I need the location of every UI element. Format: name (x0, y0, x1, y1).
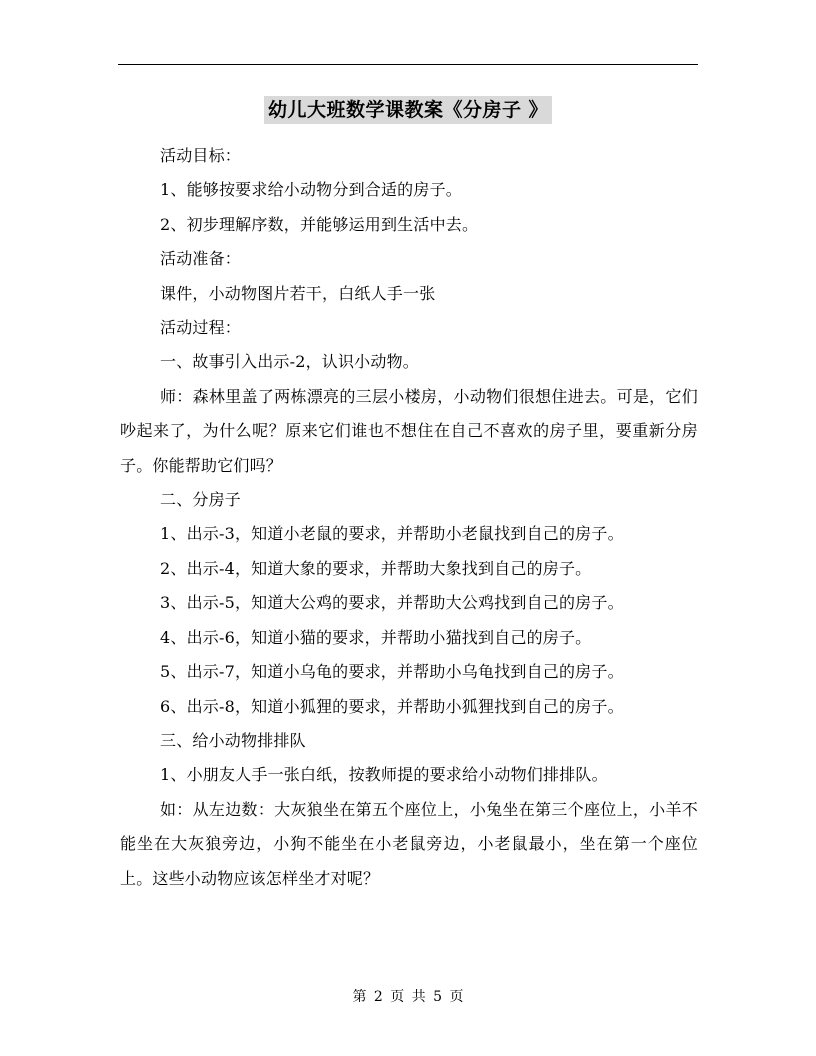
title-container (0, 96, 816, 124)
paragraph-goal-1: 1、能够按要求给小动物分到合适的房子。 (160, 180, 462, 200)
paragraph-step-1: 一、故事引入出示-2，认识小动物。 (160, 352, 419, 372)
paragraph-goal-2: 2、初步理解序数，并能够运用到生活中去。 (160, 214, 479, 234)
paragraph-queue-1: 1、小朋友人手一张白纸，按教师提的要求给小动物们排排队。 (160, 765, 608, 785)
paragraph-step-2: 二、分房子 (160, 490, 242, 510)
document-title: 幼儿大班数学课教案《分房子 》 (264, 96, 552, 124)
paragraph-house-6: 6、出示-8，知道小狐狸的要求，并帮助小狐狸找到自己的房子。 (160, 696, 624, 716)
paragraph-goals-heading: 活动目标： (160, 146, 242, 165)
paragraph-house-4: 4、出示-6，知道小猫的要求，并帮助小猫找到自己的房子。 (160, 627, 592, 647)
paragraph-queue-example: 如：从左边数：大灰狼坐在第五个座位上，小兔坐在第三个座位上，小羊不能坐在大灰狼旁边，小狗不能坐在小老鼠旁边，小老鼠最小，坐在第一个座位上。这些小动物应该怎样坐才对呢？ (120, 799, 698, 888)
paragraph-house-3: 3、出示-5，知道大公鸡的要求，并帮助大公鸡找到自己的房子。 (160, 593, 624, 613)
page-footer: 第 2 页 共 5 页 (352, 989, 464, 1005)
paragraph-prep-items: 课件，小动物图片若干，白纸人手一张 (160, 283, 436, 303)
paragraph-prep-heading: 活动准备： (160, 249, 242, 269)
paragraph-house-2: 2、出示-4，知道大象的要求，并帮助大象找到自己的房子。 (160, 558, 592, 578)
paragraph-teacher-story: 师：森林里盖了两栋漂亮的三层小楼房，小动物们很想住进去。可是，它们吵起来了，为什么呢？原来它们谁也不想住在自己不喜欢的房子里，要重新分房子。你能帮助它们吗？ (120, 386, 698, 475)
paragraph-step-3: 三、给小动物排排队 (160, 730, 306, 750)
paragraph-house-1: 1、出示-3，知道小老鼠的要求，并帮助小老鼠找到自己的房子。 (160, 524, 624, 544)
paragraph-house-5: 5、出示-7，知道小乌龟的要求，并帮助小乌龟找到自己的房子。 (160, 662, 624, 682)
document-body (120, 139, 698, 896)
paragraph-process-heading: 活动过程： (160, 318, 242, 338)
header-rule (118, 64, 698, 65)
